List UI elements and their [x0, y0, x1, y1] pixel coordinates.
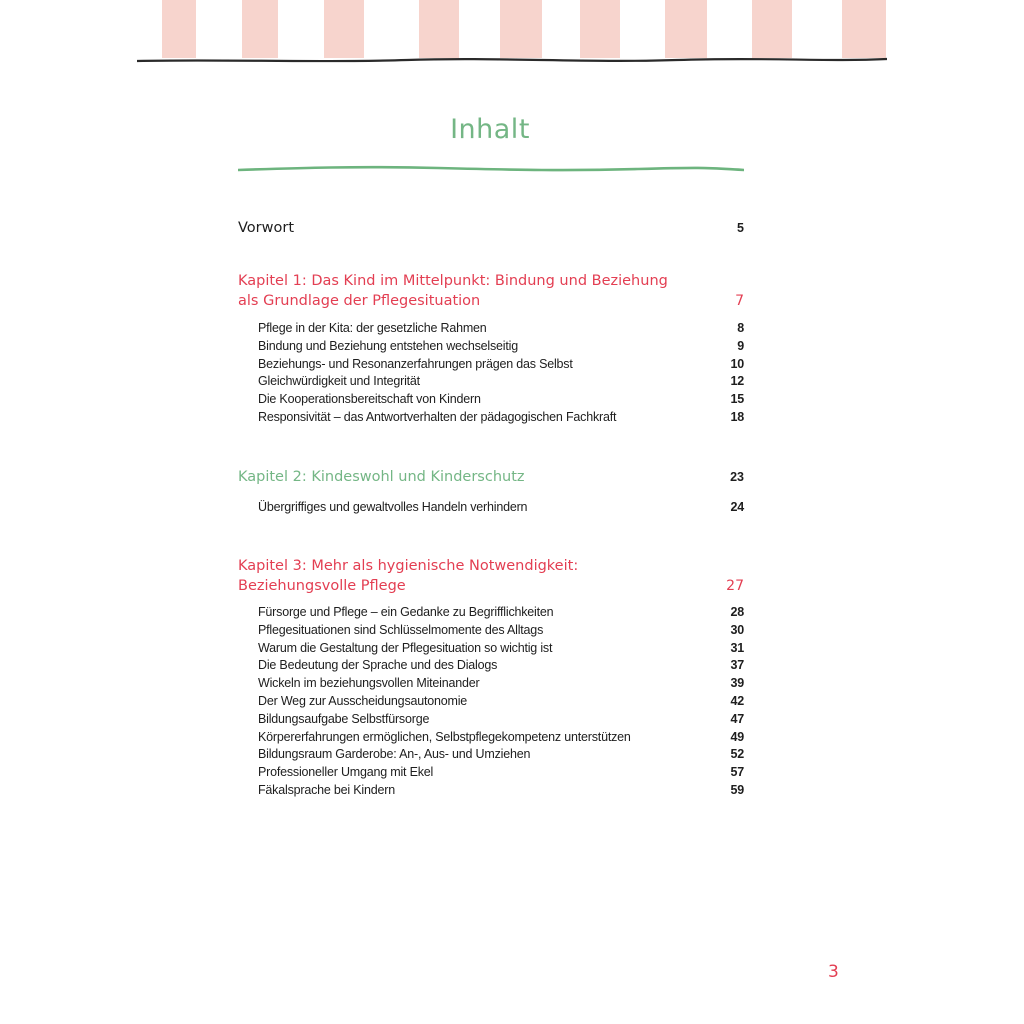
- chapter-3-title-line-2: Beziehungsvolle Pflege: [238, 578, 406, 594]
- toc-entry-label: Beziehungs- und Resonanzerfahrungen prägen das Selbst: [258, 356, 573, 371]
- toc-entry-label: Fäkalsprache bei Kindern: [258, 782, 395, 797]
- toc-entry[interactable]: [258, 675, 744, 693]
- toc-entry[interactable]: [258, 604, 744, 622]
- toc-entry[interactable]: [258, 320, 744, 338]
- toc-entry[interactable]: [258, 391, 744, 409]
- toc-entry-label: Professioneller Umgang mit Ekel: [258, 765, 434, 780]
- toc-entry-label: Der Weg zur Ausscheidungsautonomie: [258, 693, 468, 708]
- vorwort-page: 5: [737, 221, 744, 235]
- chapter-1-title-line-2: als Grundlage der Pflegesituation: [238, 293, 481, 309]
- toc-entry-label: Pflegesituationen sind Schlüsselmomente des Alltags: [258, 622, 544, 637]
- toc-entry-label: Bildungsraum Garderobe: An-, Aus- und Umziehen: [258, 747, 531, 762]
- toc-entry-label: Bindung und Beziehung entstehen wechselseitig: [258, 338, 518, 353]
- toc-entry[interactable]: [258, 782, 744, 800]
- toc-chapter-1: [238, 271, 744, 427]
- toc-entry[interactable]: [258, 711, 744, 729]
- toc-entry-page: 42: [730, 693, 744, 708]
- toc-entry[interactable]: [258, 729, 744, 747]
- toc-entry[interactable]: [258, 622, 744, 640]
- chapter-2-entries: [258, 499, 744, 517]
- toc-entry-label: Die Kooperationsbereitschaft von Kindern: [258, 392, 481, 407]
- toc-entry-page: 30: [730, 622, 744, 637]
- toc-entry-page: 15: [730, 392, 744, 407]
- chapter-3-heading[interactable]: [238, 556, 744, 576]
- toc-entry[interactable]: [258, 373, 744, 391]
- chapter-3-entries: [258, 604, 744, 800]
- chapter-2-heading[interactable]: [238, 467, 744, 487]
- toc-entry[interactable]: [258, 764, 744, 782]
- toc-entry-page: 9: [737, 338, 744, 353]
- chapter-2-page: 23: [730, 470, 744, 484]
- toc-entry[interactable]: [258, 499, 744, 517]
- toc-entry-label: Die Bedeutung der Sprache und des Dialogs: [258, 658, 498, 673]
- toc-entry-label: Übergriffiges und gewaltvolles Handeln verhindern: [258, 500, 528, 514]
- toc-entry-label: Fürsorge und Pflege – ein Gedanke zu Begrifflichkeiten: [258, 605, 554, 619]
- toc-entry[interactable]: [258, 338, 744, 356]
- toc-entry-label: Gleichwürdigkeit und Integrität: [258, 374, 420, 389]
- toc-entry[interactable]: [258, 657, 744, 675]
- toc-entry-page: 28: [730, 605, 744, 619]
- chapter-1-entries: [258, 320, 744, 427]
- toc-entry-label: Responsivität – das Antwortverhalten der pädagogischen Fachkraft: [258, 409, 617, 424]
- toc-entry-page: 10: [730, 356, 744, 371]
- toc-chapter-3: [238, 556, 744, 800]
- page-title: Inhalt: [450, 114, 530, 145]
- top-divider-line: [137, 54, 887, 68]
- toc-entry-page: 18: [730, 409, 744, 424]
- toc-entry-page: 39: [730, 676, 744, 691]
- chapter-2-title: Kapitel 2: Kindeswohl und Kinderschutz: [238, 469, 525, 485]
- vorwort-label: Vorwort: [238, 220, 295, 236]
- chapter-1-title-line-1: Kapitel 1: Das Kind im Mittelpunkt: Bindung und Beziehung: [238, 273, 668, 289]
- chapter-3-page: 27: [726, 578, 744, 594]
- decorative-stripes: [162, 0, 886, 58]
- toc-entry[interactable]: [258, 693, 744, 711]
- chapter-3-title-line-1: Kapitel 3: Mehr als hygienische Notwendigkeit:: [238, 558, 579, 574]
- toc-entry-label: Warum die Gestaltung der Pflegesituation so wichtig ist: [258, 640, 553, 655]
- toc-entry-page: 52: [730, 747, 744, 762]
- toc-entry-page: 12: [730, 374, 744, 389]
- toc-chapter-2: [238, 467, 744, 517]
- toc-entry-label: Wickeln im beziehungsvollen Miteinander: [258, 676, 480, 691]
- toc-vorwort[interactable]: [238, 218, 744, 238]
- toc-entry[interactable]: [258, 409, 744, 427]
- toc-entry-label: Pflege in der Kita: der gesetzliche Rahmen: [258, 321, 487, 335]
- toc-entry-label: Körpererfahrungen ermöglichen, Selbstpflegekompetenz unterstützen: [258, 729, 631, 744]
- toc-entry-page: 31: [730, 640, 744, 655]
- title-underline: [238, 162, 744, 176]
- toc-entry-page: 49: [730, 729, 744, 744]
- toc-entry[interactable]: [258, 746, 744, 764]
- toc-entry-page: 37: [730, 658, 744, 673]
- toc-entry-page: 24: [730, 500, 744, 514]
- page-number: 3: [828, 962, 839, 982]
- toc-entry[interactable]: [258, 640, 744, 658]
- chapter-1-page: 7: [735, 293, 744, 309]
- toc-entry-page: 59: [730, 782, 744, 797]
- toc-entry-page: 8: [737, 321, 744, 335]
- chapter-1-heading[interactable]: [238, 271, 744, 291]
- toc-entry-page: 47: [730, 711, 744, 726]
- toc-entry-page: 57: [730, 765, 744, 780]
- toc-entry[interactable]: [258, 356, 744, 374]
- toc-entry-label: Bildungsaufgabe Selbstfürsorge: [258, 711, 430, 726]
